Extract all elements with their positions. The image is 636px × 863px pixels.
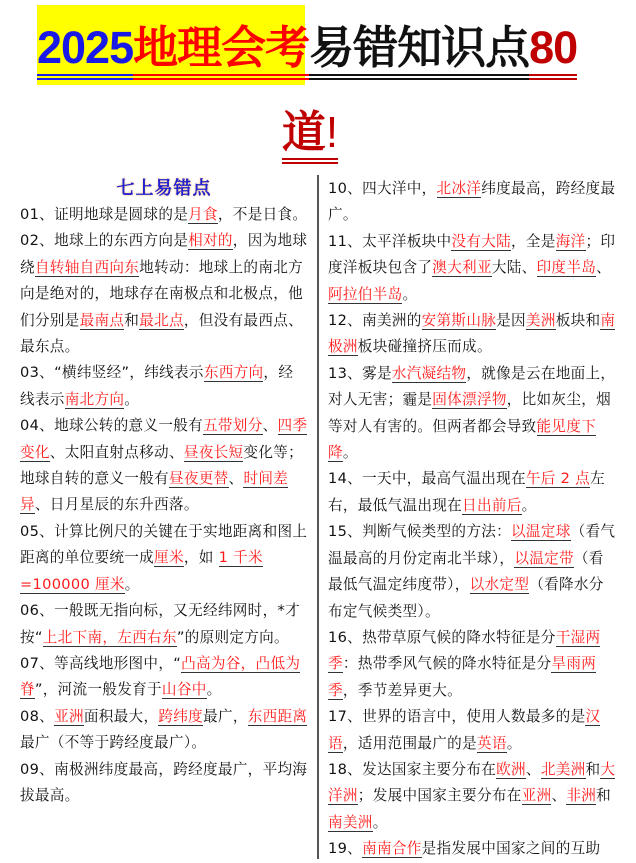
keyword-highlight: 英语: [476, 734, 507, 752]
item-text: 。: [124, 390, 140, 408]
item-text: 变化等；地球自转的意义一般有: [20, 443, 303, 488]
item-text: 。: [372, 813, 388, 831]
item-text: ”，河流一般发育于: [34, 681, 162, 699]
item-text: 12、南美洲的: [328, 312, 422, 330]
keyword-highlight: 厘米: [154, 549, 184, 567]
keyword-highlight: 日出前后: [462, 496, 522, 514]
list-item: [328, 229, 618, 308]
keyword-highlight: 五带划分: [203, 417, 263, 435]
list-item: [20, 519, 308, 598]
keyword-highlight: 月食: [188, 206, 218, 223]
item-text: 是因: [496, 312, 526, 330]
keyword-highlight: 凸高为谷，凸低为脊: [20, 654, 301, 699]
right-item-list: [328, 176, 618, 863]
list-item: [328, 757, 618, 836]
item-text: 纬度最高，跨经度最广。: [328, 180, 616, 224]
item-text: 。: [206, 681, 222, 699]
keyword-highlight: 南南合作: [362, 840, 422, 858]
item-text: 04、地球公转的意义一般有: [20, 417, 204, 435]
section-heading: 七上易错点: [116, 178, 212, 199]
item-text: 16、热带草原气候的降水特征是分: [328, 628, 556, 646]
keyword-highlight: 阿拉伯半岛: [328, 285, 403, 303]
item-text: 、日月星辰的东升西落。: [34, 496, 199, 514]
item-text: ，季节差异更大。: [342, 681, 463, 699]
keyword-highlight: 昼夜长短: [183, 443, 244, 461]
item-text: 17、世界的语言中，使用人数最多的是: [328, 708, 586, 726]
keyword-highlight: 没有大陆: [451, 232, 512, 250]
column-divider: [317, 175, 319, 859]
item-text: ，如: [183, 549, 219, 567]
left-column: [20, 176, 308, 809]
keyword-highlight: 海洋: [555, 232, 586, 250]
page-title: [37, 22, 577, 80]
item-text: ，适用范围最广的是: [342, 734, 477, 752]
keyword-highlight: 上北下南，左西右东: [42, 628, 177, 646]
keyword-highlight: 北冰洋: [436, 180, 482, 197]
item-text: 地转动：地球上的南北方向是绝对的，地球存在南极点和北极点，他们分别是: [20, 258, 304, 329]
item-text: 最广，: [203, 707, 248, 725]
item-text: 03、“横纬竖经”，纬线表示: [20, 364, 204, 382]
keyword-highlight: 南美洲: [328, 813, 373, 831]
keyword-highlight: 干湿两季: [328, 628, 601, 673]
item-text: ，全是: [511, 232, 556, 250]
keyword-highlight: 澳大利亚: [432, 259, 492, 277]
item-text: 、: [525, 760, 541, 778]
item-text: 、: [551, 787, 567, 805]
item-text: 。: [342, 444, 358, 462]
item-text: 左右，最低气温出现在: [328, 470, 605, 514]
item-text: 、: [228, 470, 244, 488]
title-subject: 地理会考: [133, 22, 309, 80]
item-text: 面积最大，: [83, 707, 159, 725]
keyword-highlight: 旱雨两季: [328, 655, 597, 699]
list-item: [328, 361, 618, 467]
keyword-highlight: 以温定球: [511, 523, 571, 541]
item-text: ；印度洋板块包含了: [328, 232, 616, 277]
keyword-highlight: 最南点: [79, 311, 125, 329]
keyword-highlight: 亚洲: [521, 787, 552, 805]
item-text: ：热带季风气候的降水特征是分: [342, 655, 552, 673]
list-item: [328, 176, 618, 229]
keyword-highlight: 东西方向: [203, 364, 264, 382]
item-text: ，比如灰尘，烟等对人有害的。但两者都会导致: [328, 391, 612, 435]
item-text: 和: [124, 311, 140, 329]
title-mistakes: 易错知识点: [309, 22, 529, 80]
keyword-highlight: 跨纬度: [158, 707, 204, 725]
keyword-highlight: 午后 2 点: [525, 470, 591, 488]
item-text: 。: [506, 734, 522, 752]
title-line2-text: [282, 108, 338, 164]
list-item: [20, 651, 308, 704]
title-count: 80: [529, 22, 577, 80]
left-item-list: [20, 202, 308, 809]
keyword-highlight: 南北方向: [64, 390, 125, 408]
keyword-highlight: 东西距离: [247, 707, 308, 725]
keyword-highlight: 最北点: [139, 311, 184, 329]
keyword-highlight: 以温定带: [514, 549, 574, 567]
item-text: 最广（不等于跨经度最广）。: [20, 734, 207, 752]
item-text: 、: [596, 259, 612, 277]
item-text: 板块和: [555, 312, 601, 330]
keyword-highlight: 自转轴自西向东: [34, 258, 140, 276]
keyword-highlight: 汉语: [328, 708, 601, 752]
item-text: 05、计算比例尺的关键在于实地距离和图上距离的单位要统一成: [20, 522, 308, 567]
item-text: ，不是日食。: [217, 206, 308, 223]
item-text: （看降水分布定气候类型）。: [328, 576, 604, 620]
item-text: 14、一天中，最高气温出现在: [328, 470, 526, 488]
list-item: [20, 228, 308, 360]
item-text: 18、发达国家主要分布在: [328, 760, 497, 778]
item-text: （看气温最高的月份定南北半球），: [328, 523, 616, 567]
item-text: 、: [262, 417, 278, 435]
item-text: 是指发展中国家之间的互助: [421, 840, 601, 858]
item-text: 09、南极洲纬度最高，跨经度最广，平均海拔最高。: [20, 760, 308, 804]
keyword-highlight: 时间差异: [20, 470, 289, 514]
list-item: [20, 598, 308, 651]
list-item: [328, 625, 618, 704]
item-text: 、太阳直射点移动、: [49, 443, 184, 461]
keyword-highlight: 1 千米=100000 厘米: [20, 549, 263, 593]
keyword-highlight: 固体漂浮物: [432, 391, 507, 409]
title-line2-main: 道: [281, 108, 326, 157]
keyword-highlight: 南极洲: [328, 312, 616, 356]
list-item: [20, 360, 308, 413]
item-text: 15、判断气候类型的方法：: [328, 523, 512, 541]
item-text: 19、: [328, 840, 363, 858]
title-year: 2025: [37, 22, 133, 80]
item-text: 02、地球上的东西方向是: [20, 232, 189, 250]
item-text: 。: [124, 575, 140, 593]
keyword-highlight: 相对的: [188, 232, 233, 250]
list-item: [328, 704, 618, 757]
item-text: 板块碰撞挤压而成。: [357, 338, 492, 356]
item-text: ，但没有最西点、最东点。: [20, 311, 304, 356]
keyword-highlight: 大洋洲: [328, 760, 616, 805]
keyword-highlight: 非洲: [566, 787, 597, 805]
item-text: ，经线表示: [20, 364, 294, 408]
item-text: ，就像是云在地面上，对人无害；霾是: [328, 364, 616, 409]
item-text: ；发展中国家主要分布在: [357, 787, 522, 805]
item-text: 大陆、: [491, 259, 537, 277]
list-item: [20, 413, 308, 519]
item-text: 08、: [20, 707, 55, 725]
title-line2-excl: !: [325, 108, 339, 157]
list-item: [20, 757, 308, 810]
list-item: [20, 202, 308, 228]
item-text: （看最低气温定纬度带），: [328, 549, 604, 594]
item-text: 07、等高线地形图中，“: [20, 654, 182, 672]
keyword-highlight: 昼夜更替: [168, 470, 229, 488]
item-text: ，因为地球绕: [20, 232, 308, 276]
keyword-highlight: 安第斯山脉: [421, 312, 497, 330]
item-text: 和: [596, 787, 612, 805]
item-text: 。: [402, 285, 418, 303]
item-text: ”的原则定方向。: [176, 628, 289, 646]
list-item: [328, 519, 618, 625]
item-text: 。: [521, 496, 537, 514]
item-text: 01、证明地球是圆球的是: [20, 206, 189, 223]
keyword-highlight: 欧洲: [496, 760, 526, 778]
list-item: [328, 308, 618, 361]
keyword-highlight: 美洲: [525, 312, 556, 330]
keyword-highlight: 印度半岛: [536, 259, 597, 277]
keyword-highlight: 山谷中: [161, 681, 207, 699]
page-title-line2: [0, 108, 620, 164]
item-text: 10、四大洋中，: [328, 180, 437, 197]
item-text: 11、太平洋板块中: [328, 232, 452, 250]
keyword-highlight: 水汽凝结物: [391, 364, 467, 382]
keyword-highlight: 亚洲: [54, 707, 84, 725]
list-item: [20, 704, 308, 757]
keyword-highlight: 北美洲: [540, 760, 586, 778]
keyword-highlight: 能见度下降: [328, 417, 597, 462]
keyword-highlight: 四季变化: [20, 417, 308, 461]
item-text: 13、雾是: [328, 364, 392, 382]
item-text: 06、一般既无指向标，又无经纬网时，*才按“: [20, 602, 300, 646]
item-text: 和: [585, 760, 601, 778]
keyword-highlight: 以水定型: [469, 576, 530, 594]
list-item: [328, 466, 618, 519]
right-column: [328, 176, 618, 863]
